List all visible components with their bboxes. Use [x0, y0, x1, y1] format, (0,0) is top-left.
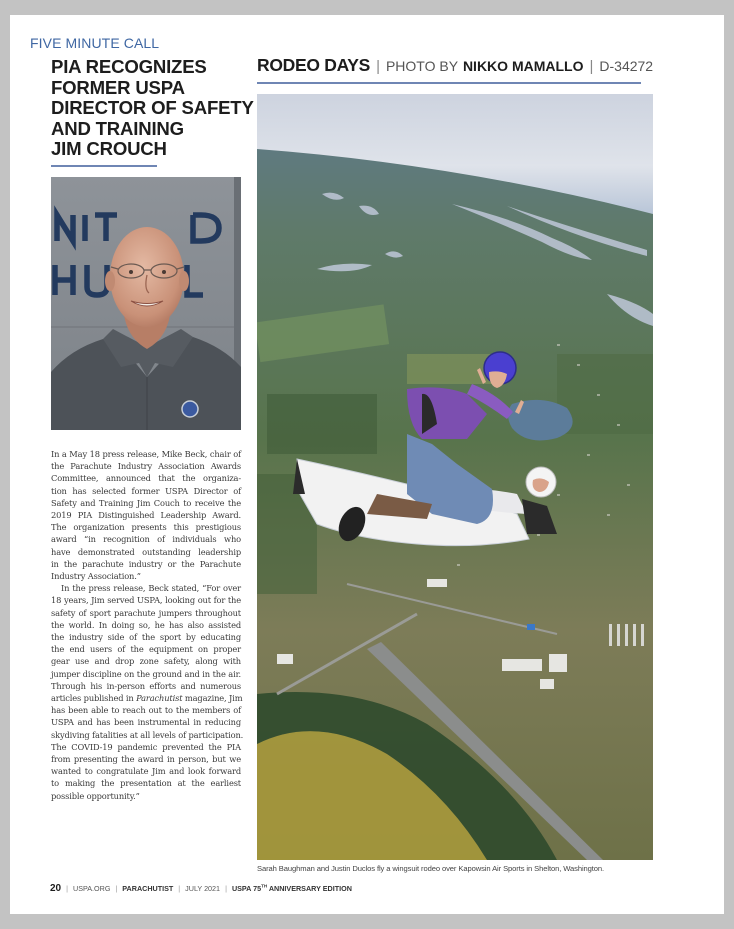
headline-line: FORMER USPA: [51, 76, 185, 98]
text-line: The COVID-19 pandemic prevented the PIA: [51, 741, 241, 752]
text-fragment: articles published in: [51, 693, 137, 704]
separator: |: [178, 884, 181, 893]
text-line: skydiving fatalities at all levels of participation.: [51, 729, 244, 740]
photo-header-rule: [257, 82, 641, 84]
separator: |: [66, 884, 68, 893]
text-line: the industry side of the sport by educating: [51, 632, 241, 643]
text-line: tion has selected former USPA Director of: [51, 485, 241, 496]
text-line: Through his in-person efforts and numerous: [51, 680, 241, 691]
magazine-name: Parachutist: [136, 693, 183, 704]
article-headline: [51, 56, 254, 160]
text-line: In a May 18 press release, Mike Beck, chair of: [51, 449, 241, 459]
edition-suffix: ANNIVERSARY EDITION: [267, 884, 352, 893]
headline-line: AND TRAINING: [51, 117, 184, 139]
photo-credit-prefix: PHOTO BY: [385, 58, 459, 74]
page-footer: [50, 883, 352, 894]
text-line: in the parachute industry or the Parachute: [51, 558, 241, 569]
photographer-name: NIKKO MAMALLO: [462, 58, 584, 74]
aerial-photo: [257, 94, 653, 860]
text-line: safety of sport parachute jumpers throughout: [51, 607, 241, 618]
footer-magazine: PARACHUTIST: [122, 884, 174, 893]
headline-line: PIA RECOGNIZES: [51, 56, 207, 77]
text-line: The organization presents this prestigious: [51, 522, 241, 533]
photo-feature-title: RODEO DAYS: [257, 55, 371, 75]
text-line: from presenting the award in person, but we: [51, 754, 241, 765]
text-line-magazine: [51, 692, 241, 704]
license-number: D-34272: [599, 58, 654, 74]
separator: |: [115, 884, 118, 893]
paragraph-2: [51, 582, 244, 802]
text-line: has been able to reach out to the members of: [51, 705, 241, 716]
separator: |: [376, 58, 380, 75]
headline-line: DIRECTOR OF SAFETY: [51, 97, 254, 119]
text-line: USPA and has been instrumental in reducing: [51, 717, 241, 728]
photo-feature-header: [257, 55, 653, 76]
text-line: In the press release, Beck stated, “For over: [61, 583, 241, 594]
text-line: gear use and drop zone safety, along with: [51, 656, 241, 667]
magazine-page: [10, 15, 724, 914]
text-line: Industry Association.”: [51, 571, 141, 582]
article-body: [51, 448, 244, 802]
separator: |: [589, 58, 594, 75]
text-line: to making the presentation at the earliest: [51, 778, 241, 789]
text-line: award “in recognition of individuals who: [51, 534, 241, 545]
portrait-photo: [51, 177, 241, 430]
portrait-illustration: [51, 177, 241, 430]
text-line: have demonstrated outstanding leadership: [51, 546, 241, 557]
edition-superscript: TH: [261, 883, 268, 889]
text-fragment: magazine, Jim: [182, 693, 243, 704]
text-line: Committee, announced that the organiza-: [51, 473, 241, 484]
footer-edition: [232, 884, 352, 893]
page-number: 20: [50, 883, 62, 894]
separator: |: [225, 884, 227, 893]
headline-rule: [51, 165, 157, 167]
footer-site: USPA.ORG: [73, 884, 111, 893]
paragraph-1: [51, 448, 241, 582]
text-line: possible opportunity.”: [51, 790, 140, 801]
text-line: 18 years, Jim served USPA, looking out for the: [51, 595, 241, 606]
text-line: wanted to congratulate Jim and look forward: [51, 766, 241, 777]
text-line: Safety and Training Jim Couch to receive the: [51, 497, 241, 508]
text-line: the end users of the equipment on proper: [51, 644, 241, 655]
footer-issue: JULY 2021: [185, 884, 221, 893]
text-line: the Parachute Industry Association Awards: [51, 461, 241, 472]
text-line: jumper discipline on the ground and in the air.: [51, 668, 241, 679]
section-kicker: FIVE MINUTE CALL: [30, 35, 160, 51]
aerial-illustration: [257, 94, 653, 860]
text-line: 2019 PIA Distinguished Leadership Award.: [51, 510, 241, 521]
edition-prefix: USPA 75: [231, 884, 262, 893]
text-line: the world. In doing so, he has also assisted: [51, 619, 241, 630]
headline-line: JIM CROUCH: [51, 138, 167, 160]
photo-caption: Sarah Baughman and Justin Duclos fly a wingsuit rodeo over Kapowsin Air Sports in Shelton, Washington.: [257, 864, 605, 873]
